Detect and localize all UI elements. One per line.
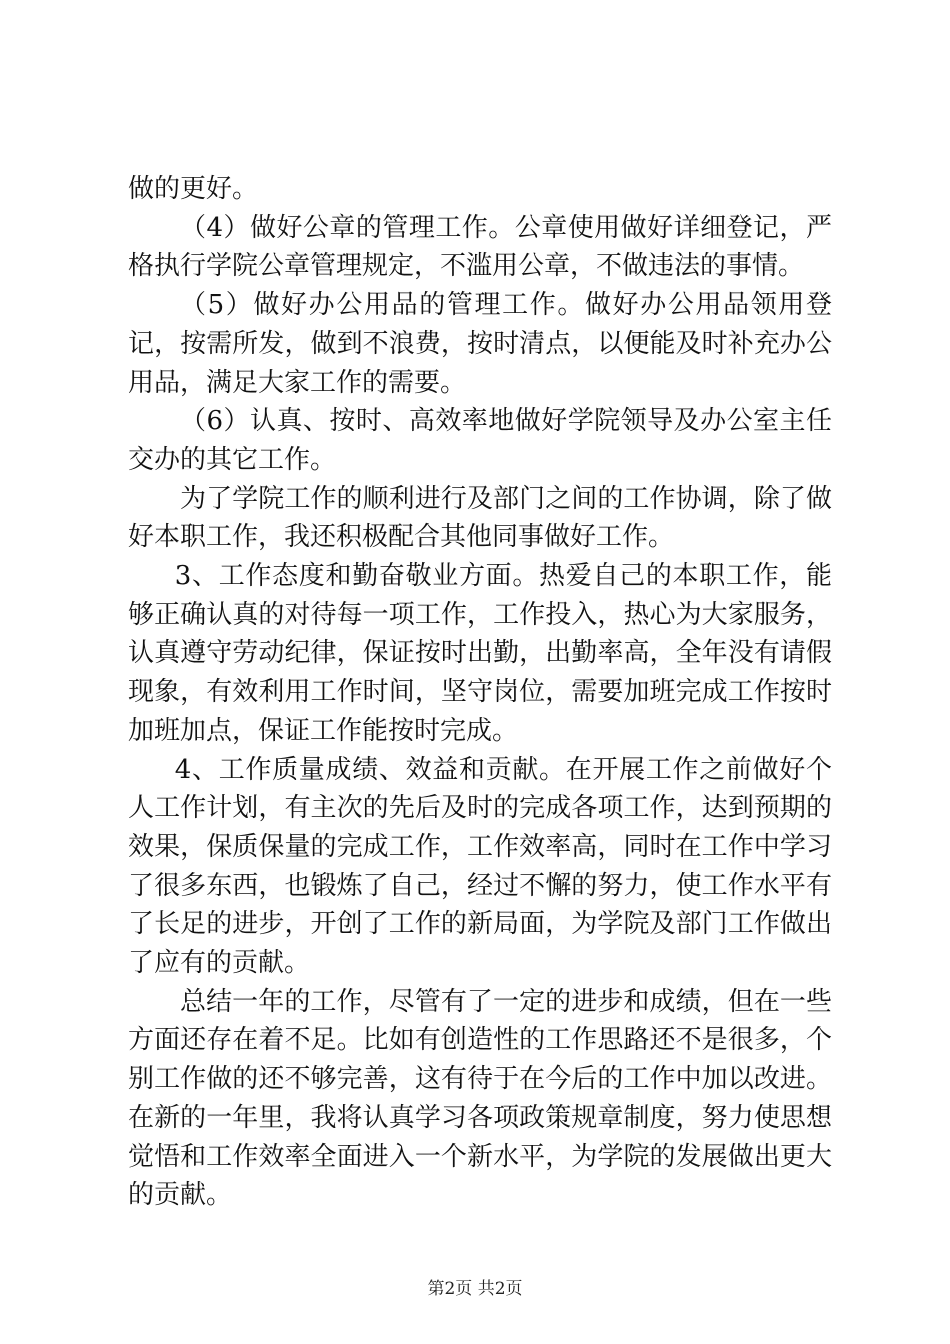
paragraph-summary: 总结一年的工作，尽管有了一定的进步和成绩，但在一些方面还存在着不足。比如有创造性的工作思路还不是很多，个别工作做的还不够完善，这有待于在今后的工作中加以改进。在新的一年里，我将认真学习各项政策规章制度，努力使思想觉悟和工作效率全面进入一个新水平，为学院的发展做出更大的贡献。	[128, 986, 832, 1211]
paragraph-item-6: （6）认真、按时、高效率地做好学院领导及办公室主任交办的其它工作。	[128, 406, 832, 475]
paragraph-item-4: （4）做好公章的管理工作。公章使用做好详细登记，严格执行学院公章管理规定，不滥用公章，不做违法的事情。	[128, 212, 832, 282]
paragraph-continuation: 做的更好。	[128, 174, 259, 204]
paragraph-section-4: 4、工作质量成绩、效益和贡献。在开展工作之前做好个人工作计划，有主次的先后及时的完成各项工作，达到预期的效果，保质保量的完成工作，工作效率高，同时在工作中学习了很多东西，也锻炼了自己，经过不懈的努力，使工作水平有了长足的进步，开创了工作的新局面，为学院及部门工作做出了应有的贡献。	[128, 754, 832, 979]
paragraph-item-5: （5）做好办公用品的管理工作。做好办公用品领用登记，按需所发，做到不浪费，按时清点，以便能及时补充办公用品，满足大家工作的需要。	[128, 290, 832, 398]
paragraph-cooperation: 为了学院工作的顺利进行及部门之间的工作协调，除了做好本职工作，我还积极配合其他同事做好工作。	[128, 483, 832, 553]
document-body	[128, 170, 832, 1215]
page-number-footer: 第2页 共2页	[427, 1279, 523, 1299]
paragraph-section-3: 3、工作态度和勤奋敬业方面。热爱自己的本职工作，能够正确认真的对待每一项工作，工作投入，热心为大家服务，认真遵守劳动纪律，保证按时出勤，出勤率高，全年没有请假现象，有效利用工作时间，坚守岗位，需要加班完成工作按时加班加点，保证工作能按时完成。	[128, 561, 832, 746]
